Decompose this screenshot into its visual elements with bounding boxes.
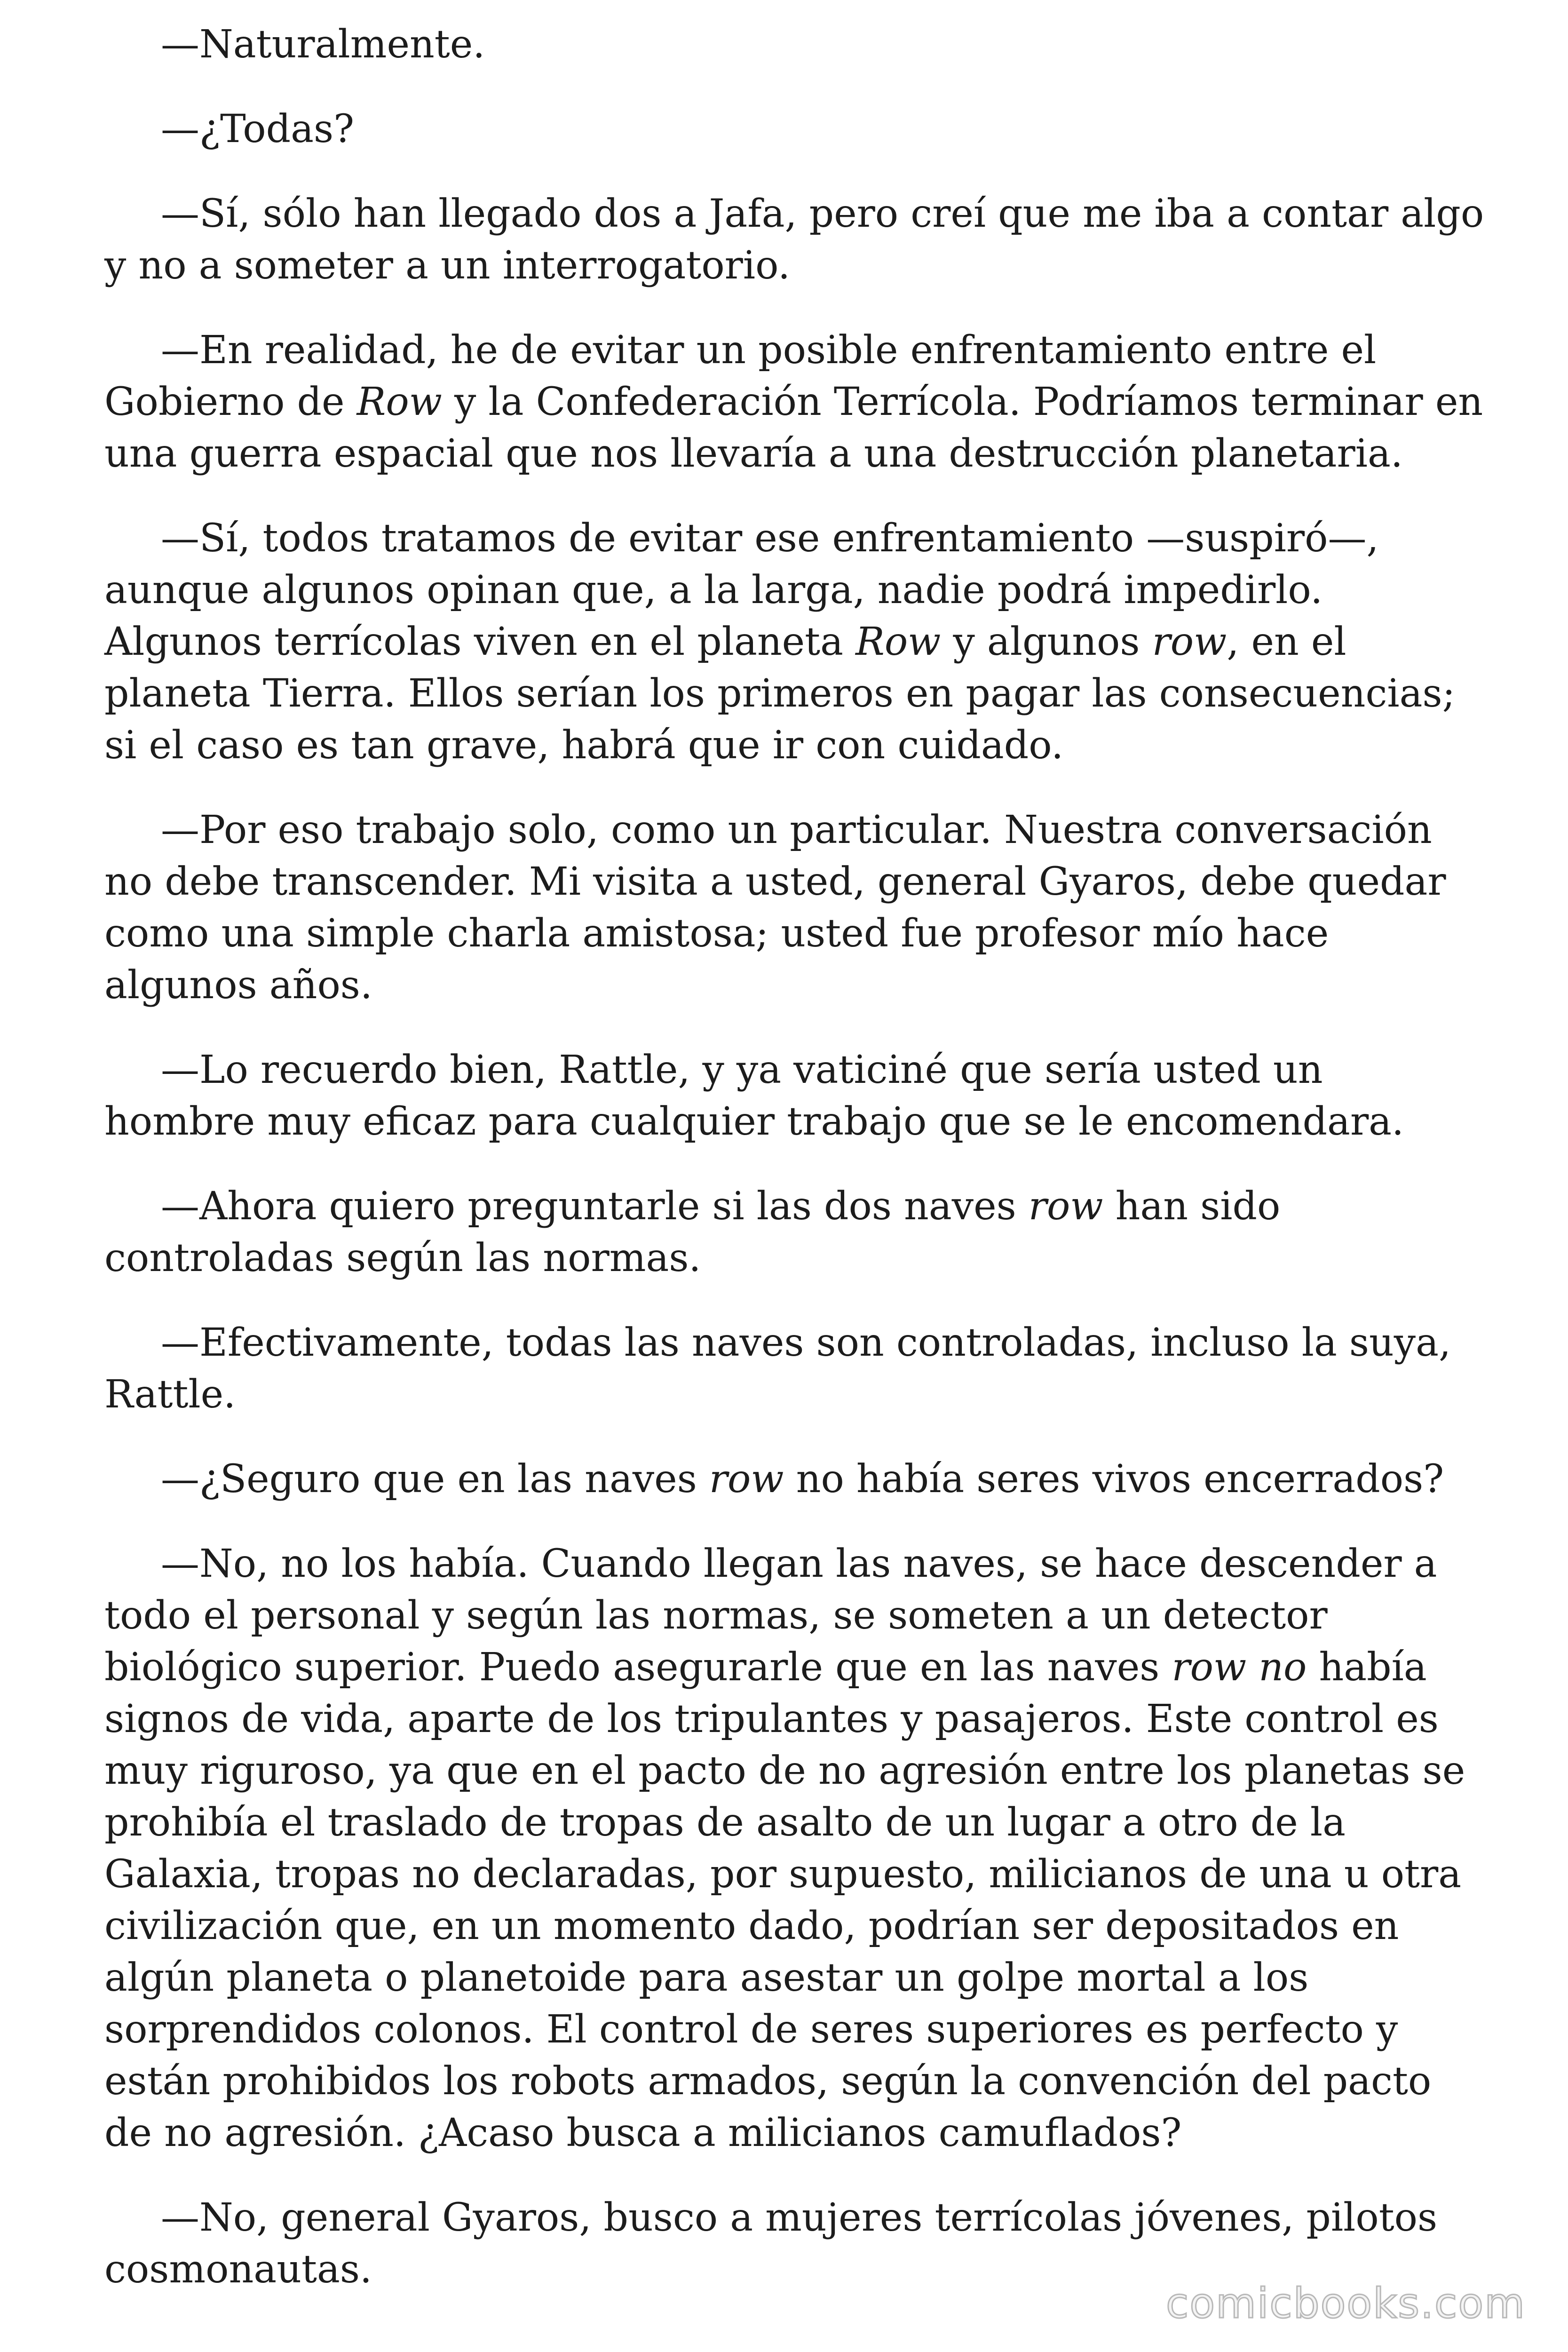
text-run: —¿Seguro que en las naves	[161, 1457, 709, 1502]
paragraph	[104, 188, 1485, 292]
paragraph	[104, 1181, 1485, 1284]
text-run: no había seres vivos encerrados?	[784, 1457, 1444, 1502]
text-run: —No, no los había. Cuando llegan las naves, se hace descender a todo el personal y según las normas, se someten a un detector biológico superior. Puedo asegurarle que en las naves	[104, 1542, 1437, 1690]
book-page-text	[104, 19, 1485, 2328]
paragraph	[104, 1538, 1485, 2159]
text-run: —Sí, todos tratamos de evitar ese enfrentamiento —suspiró—, aunque algunos opinan que, a la larga, nadie podrá impedirlo. Algunos terrícolas viven en el planeta	[104, 516, 1379, 664]
text-run: y algunos	[941, 620, 1152, 664]
italic-text: row	[709, 1457, 784, 1502]
italic-text: row no	[1172, 1645, 1307, 1690]
text-run: —En realidad, he de evitar un posible enfrentamiento entre el Gobierno de	[104, 328, 1377, 424]
italic-text: row	[1152, 620, 1227, 664]
text-run: —No, general Gyaros, busco a mujeres terrícolas jóvenes, pilotos cosmonautas.	[104, 2195, 1438, 2292]
text-run: —Lo recuerdo bien, Rattle, y ya vaticiné que sería usted un hombre muy eficaz para cualquier trabajo que se le encomendara.	[104, 1048, 1404, 1144]
watermark-logo: comicbooks.com	[1165, 2279, 1526, 2328]
text-run: —¿Todas?	[161, 107, 355, 151]
paragraph	[104, 804, 1485, 1011]
italic-text: Row	[855, 620, 941, 664]
text-run: y la Confederación Terrícola. Podríamos terminar en una guerra espacial que nos llevaría a una destrucción planetaria.	[104, 380, 1483, 476]
paragraph	[104, 19, 1485, 71]
paragraph	[104, 325, 1485, 480]
text-run: , en el planeta Tierra. Ellos serían los primeros en pagar las consecuencias; si el caso es tan grave, habrá que ir con cuidado.	[104, 620, 1456, 768]
italic-text: row	[1028, 1184, 1103, 1229]
paragraph	[104, 513, 1485, 771]
text-run: —Efectivamente, todas las naves son controladas, incluso la suya, Rattle.	[104, 1320, 1451, 1417]
text-run: —Sí, sólo han llegado dos a Jafa, pero creí que me iba a contar algo y no a someter a un interrogatorio.	[104, 191, 1484, 288]
text-run: han sido controladas según las normas.	[104, 1184, 1281, 1280]
paragraph	[104, 1454, 1485, 1505]
paragraph	[104, 103, 1485, 155]
text-run: —Por eso trabajo solo, como un particular. Nuestra conversación no debe transcender. Mi visita a usted, general Gyaros, debe quedar como una simple charla amistosa; usted fue profesor mío hace algunos años.	[104, 808, 1446, 1008]
italic-text: Row	[356, 380, 442, 424]
paragraph	[104, 1317, 1485, 1421]
text-run: —Naturalmente.	[161, 22, 485, 67]
text-run: había signos de vida, aparte de los tripulantes y pasajeros. Este control es muy riguroso, ya que en el pacto de no agresión entre los planetas se prohibía el traslado de tropas de asalto de un lugar a otro de la Galaxia, tropas no declaradas, por supuesto, milicianos de una u otra civilización que, en un momento dado, podrían ser depositados en algún planeta o planetoide para asestar un golpe mortal a los sorprendidos colonos. El control de seres superiores es perfecto y están prohibidos los robots armados, según la convención del pacto de no agresión. ¿Acaso busca a milicianos camuflados?	[104, 1645, 1465, 2155]
paragraph	[104, 1044, 1485, 1148]
text-run: —Ahora quiero preguntarle si las dos naves	[161, 1184, 1029, 1229]
